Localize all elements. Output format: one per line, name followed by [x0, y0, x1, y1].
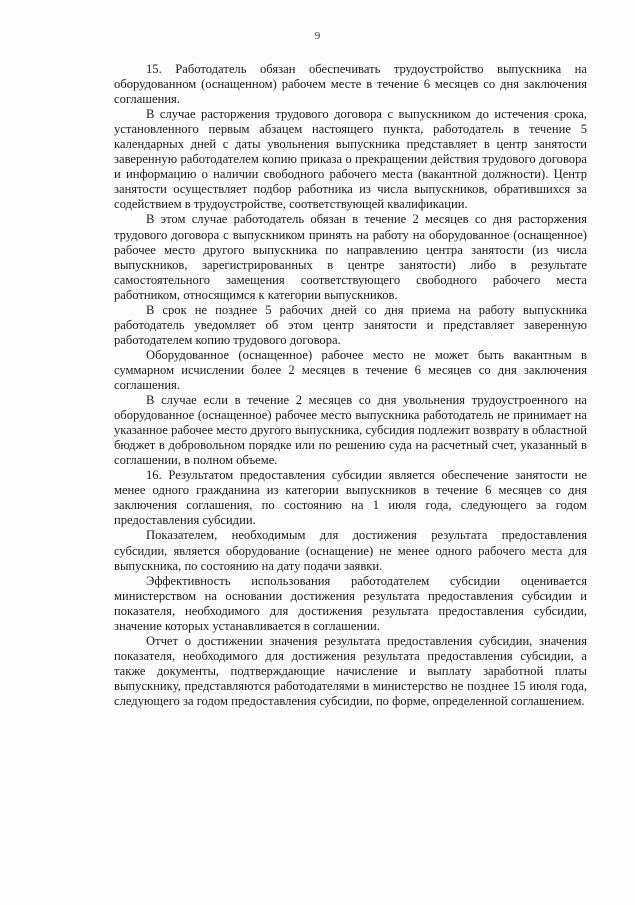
page-number: 9	[314, 30, 321, 42]
paragraph-replacement: В этом случае работодатель обязан в течение 2 месяцев со дня расторжения трудового договора с выпускником принять на работу на оборудованное (оснащенное) рабочее место другого выпускника по направлению центра занятости (из числа выпускников, зарегистрированных в центре занятости) либо в результате самостоятельного замещения соответствующего свободного рабочего места работником, относящимся к категории выпускников.	[114, 212, 587, 302]
paragraph-15: 15. Работодатель обязан обеспечивать трудоустройство выпускника на оборудованном (оснащенном) рабочем месте в течение 6 месяцев со дня заключения соглашения.	[114, 62, 587, 107]
paragraph-efficiency: Эффективность использования работодателем субсидии оценивается министерством на основании достижения результата предоставления субсидии и показателя, необходимого для достижения результата предоставления субсидии, значение которых устанавливается в соглашении.	[114, 573, 587, 633]
paragraph-report: Отчет о достижении значения результата предоставления субсидии, значения показателя, необходимого для достижения результата предоставления субсидии, а также документы, подтверждающие начисление и выплату заработной платы выпускнику, представляются работодателями в министерство не позднее 15 июля года, следующего за годом предоставления субсидии, по форме, определенной соглашением.	[114, 633, 587, 708]
paragraph-subsidy-return: В случае если в течение 2 месяцев со дня увольнения трудоустроенного на оборудованное (оснащенное) рабочее место выпускника работодатель не принимает на указанное рабочее место другого выпускника, субсидия подлежит возврату в областной бюджет в добровольном порядке или по решению суда на расчетный счет, указанный в соглашении, в полном объеме.	[114, 393, 587, 468]
paragraph-16: 16. Результатом предоставления субсидии является обеспечение занятости не менее одного гражданина из категории выпускников в течение 6 месяцев со дня заключения соглашения, по состоянию на 1 июля года, следующего за годом предоставления субсидии.	[114, 468, 587, 528]
paragraph-termination: В случае расторжения трудового договора с выпускником до истечения срока, установленного первым абзацем настоящего пункта, работодатель в течение 5 календарных дней с даты увольнения выпускника представляет в центр занятости заверенную работодателем копию приказа о прекращении действия трудового договора и информацию о наличии свободного рабочего места (вакантной должности). Центр занятости осуществляет подбор работника из числа выпускников, обратившихся за содействием в трудоустройстве, соответствующей квалификации.	[114, 107, 587, 212]
paragraph-vacancy-limit: Оборудованное (оснащенное) рабочее место не может быть вакантным в суммарном исчислении более 2 месяцев в течение 6 месяцев со дня заключения соглашения.	[114, 347, 587, 392]
paragraph-indicator: Показателем, необходимым для достижения результата предоставления субсидии, является оборудование (оснащение) не менее одного рабочего места для выпускника, по состоянию на дату подачи заявки.	[114, 528, 587, 573]
paragraph-notification: В срок не позднее 5 рабочих дней со дня приема на работу выпускника работодатель уведомляет об этом центр занятости и представляет заверенную работодателем копию трудового договора.	[114, 302, 587, 347]
document-body	[114, 62, 587, 709]
